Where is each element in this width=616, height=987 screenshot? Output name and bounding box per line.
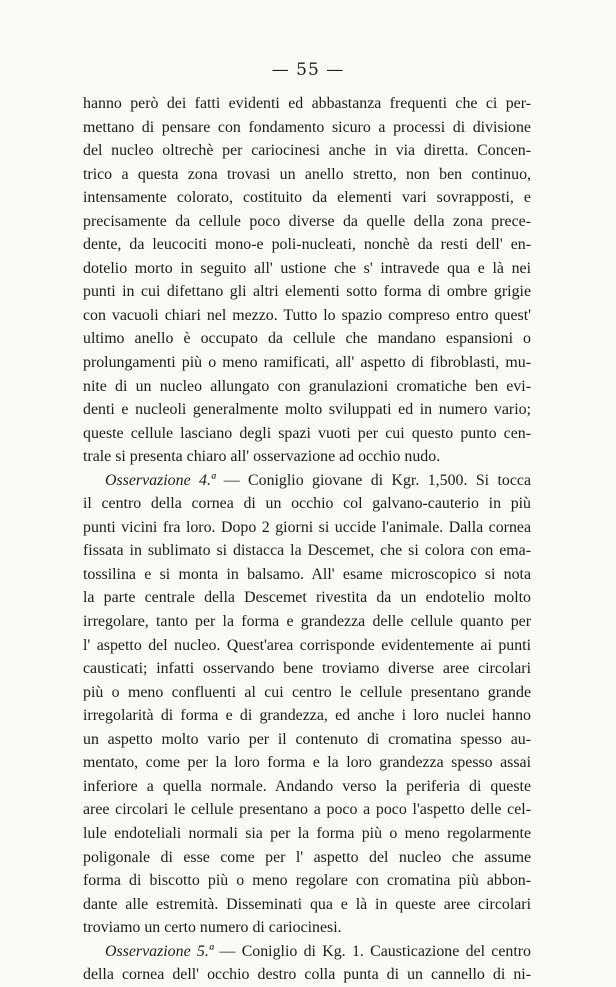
text-line: causticati; infatti osservando bene troviamo diverse aree circolari [83, 660, 531, 678]
observation-5-intro: — Coniglio di Kg. 1. Causticazione del centro [219, 942, 531, 960]
text-line: irregolarità di forma e di grandezza, ed anche i loro nuclei hanno [83, 707, 531, 725]
text-line: denti e nucleoli generalmente molto sviluppati ed in numero vario; [83, 401, 531, 419]
text-line: forma di biscotto più o meno regolare con cromatina più abbon- [83, 872, 531, 890]
text-line: l' aspetto del nucleo. Quest'area corrisponde evidentemente ai punti [83, 636, 531, 654]
text-line: il centro della cornea di un occhio col galvano-cauterio in più [83, 495, 531, 513]
text-line: ultimo anello è occupato da cellule che mandano espansioni o [83, 330, 531, 348]
text-line: punti in cui difettano gli altri elementi sotto forma di ombre grigie [83, 283, 531, 301]
text-line: mentato, come per la loro forma e la loro grandezza spesso assai [83, 754, 531, 772]
text-line: poligonale di esse come per l' aspetto del nucleo che assume [83, 848, 531, 866]
text-line: del nucleo oltrechè per cariocinesi anche in via diretta. Concen- [83, 142, 531, 160]
text-line: inferiore a quella normale. Andando verso la periferia di queste [83, 777, 531, 795]
text-line: mettano di pensare con fondamento sicuro a processi di divisione [83, 118, 531, 136]
text-line: intensamente colorato, costituito da elementi vari sovrapposti, e [83, 189, 531, 207]
text-line: trale si presenta chiaro all' osservazione ad occhio nudo. [83, 448, 441, 466]
text-line: prolungamenti più o meno ramificati, all' aspetto di fibroblasti, mu- [83, 354, 531, 372]
body-text [83, 92, 531, 987]
page-number: — 55 — [271, 60, 345, 80]
text-line: la parte centrale della Descemet rivestita da un endotelio molto [83, 589, 531, 607]
text-line: fissata in sublimato si distacca la Descemet, che si colora con ema- [83, 542, 531, 560]
text-line: aree circolari le cellule presentano a poco a poco l'aspetto delle cel- [83, 801, 531, 819]
text-line: trico a questa zona trovasi un anello stretto, non ben continuo, [83, 165, 531, 183]
observation-4-first-line [83, 469, 531, 493]
text-line: punti vicini fra loro. Dopo 2 giorni si uccide l'animale. Dalla cornea [83, 518, 531, 536]
text-line: dente, da leucociti mono-e poli-nucleati, nonchè da resti dell' en- [83, 236, 531, 254]
observation-5-heading: Osservazione 5.ª [105, 942, 214, 960]
observation-4-heading: Osservazione 4.ª [105, 471, 216, 489]
text-line: queste cellule lasciano degli spazi vuoti per cui questo punto cen- [83, 424, 531, 442]
text-line: irregolare, tanto per la forma e grandezza delle cellule quanto per [83, 613, 531, 631]
text-line: hanno però dei fatti evidenti ed abbastanza frequenti che ci per- [83, 95, 531, 112]
text-line: precisamente da cellule poco diverse da quelle della zona prece- [83, 212, 531, 230]
text-line: con vacuoli chiari nel mezzo. Tutto lo spazio compreso entro quest' [83, 306, 531, 324]
text-line: lule endoteliali normali sia per la forma più o meno regolarmente [83, 824, 531, 842]
observation-4-intro: — Coniglio giovane di Kgr. 1,500. Si tocca [223, 471, 531, 489]
text-line: della cornea dell' occhio destro colla punta di un cannello di ni- [83, 966, 531, 984]
text-line: dante alle estremità. Disseminati qua e là in queste aree circolari [83, 895, 531, 913]
observation-5-first-line [83, 940, 531, 964]
text-line: tossilina e si monta in balsamo. All' esame microscopico si nota [83, 565, 531, 583]
text-line: nite di un nucleo allungato con granulazioni cromatiche ben evi- [83, 377, 531, 395]
text-line: dotelio morto in seguito all' ustione che s' intravede qua e là nei [83, 259, 531, 277]
text-line: troviamo un certo numero di cariocinesi. [83, 919, 342, 937]
text-line: più o meno confluenti al cui centro le cellule presentano grande [83, 683, 531, 701]
text-line: un aspetto molto vario per il contenuto di cromatina spesso au- [83, 730, 531, 748]
